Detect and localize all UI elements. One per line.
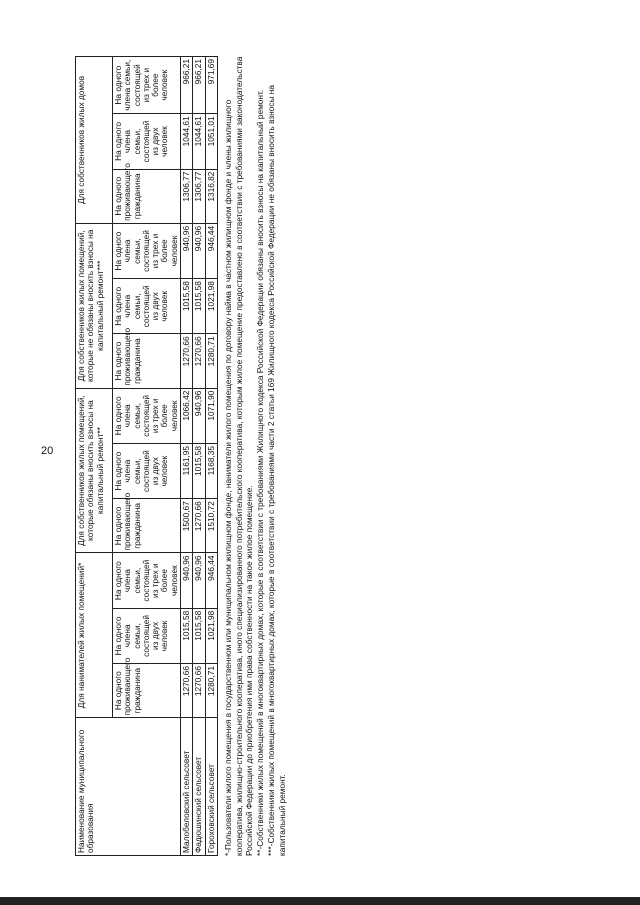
table-cell: 1015,58 bbox=[193, 279, 205, 334]
subheader: На одного члена семьи, состоящей из двух человек bbox=[113, 608, 181, 663]
subheader: На одного члена семьи, состоящей из трех и более человек bbox=[113, 57, 181, 114]
table-cell: 1015,58 bbox=[180, 608, 192, 663]
footnote: *-Пользователи жилого помещения в государственном или муниципальном жилищном фонде, наниматели жилого помещения по договору найма в частном жилищном фонде и члены жилищного кооператива, жилищно-строительного кооператива, иного специализированного потребительского кооператива, которым жилое помещение предоставлено в соответствии с требованиями законодательства Российской Федерации до приобретения ими права собственности на такое жилое помещение. bbox=[222, 56, 255, 856]
table-row bbox=[180, 57, 192, 856]
subheader: На одного члена семьи, состоящей из трех и более человек bbox=[113, 223, 181, 278]
group-header: Для собственников жилых помещений, которые не обязаны вносить взносы на капитальный ремонт*** bbox=[76, 223, 113, 388]
scan-edge-bar bbox=[0, 897, 640, 905]
table-cell: 940,96 bbox=[193, 553, 205, 608]
table-cell: 1044,61 bbox=[193, 114, 205, 169]
table-cell: 1270,66 bbox=[193, 334, 205, 388]
municipality-name: Гороховский сельсовет bbox=[205, 718, 217, 856]
table-cell: 971,69 bbox=[205, 57, 217, 114]
tariff-table bbox=[75, 56, 218, 856]
footnote: ***-Собственники жилых помещений в многоквартирных домах, которые в соответствии с требованиями части 2 статьи 169 Жилищного кодекса Российской Федерации не обязаны вносить взносы на капитальный ремонт. bbox=[265, 85, 287, 856]
group-header: Для собственников жилых домов bbox=[76, 57, 113, 224]
table-cell: 946,44 bbox=[205, 223, 217, 278]
header-municipality: Наименование муниципального образования bbox=[76, 718, 181, 856]
municipality-name: Фадюшинский сельсовет bbox=[193, 718, 205, 856]
table-cell: 1021,98 bbox=[205, 279, 217, 334]
table-cell: 1044,61 bbox=[180, 114, 192, 169]
table-cell: 1500,67 bbox=[180, 499, 192, 553]
table-cell: 1015,58 bbox=[180, 279, 192, 334]
footnotes bbox=[223, 56, 288, 856]
table-cell: 1161,95 bbox=[180, 443, 192, 498]
subheader: На одного члена семьи, состоящей из трех и более человек bbox=[113, 553, 181, 608]
table-cell: 1280,71 bbox=[205, 334, 217, 388]
table-cell: 1510,72 bbox=[205, 499, 217, 553]
table-cell: 1015,58 bbox=[193, 443, 205, 498]
table-cell: 1066,42 bbox=[180, 388, 192, 443]
table-cell: 966,21 bbox=[193, 57, 205, 114]
table-cell: 1270,66 bbox=[193, 664, 205, 718]
table-cell: 1051,01 bbox=[205, 114, 217, 169]
subheader: На одного проживающего гражданина bbox=[113, 334, 181, 388]
table-cell: 1316,82 bbox=[205, 169, 217, 223]
table-cell: 946,44 bbox=[205, 553, 217, 608]
subheader: На одного члена семьи, состоящей из двух человек bbox=[113, 443, 181, 498]
table-header-row bbox=[76, 57, 113, 856]
table-cell: 940,96 bbox=[193, 223, 205, 278]
table-cell: 1270,66 bbox=[193, 499, 205, 553]
table-cell: 1280,71 bbox=[205, 664, 217, 718]
table-cell: 1306,77 bbox=[193, 169, 205, 223]
table-cell: 940,96 bbox=[193, 388, 205, 443]
rotated-page-content bbox=[75, 56, 290, 856]
group-header: Для собственников жилых помещений, которые обязаны вносить взносы на капитальный ремонт** bbox=[76, 388, 113, 553]
subheader: На одного проживающего гражданина bbox=[113, 169, 181, 223]
table-row bbox=[193, 57, 205, 856]
table-cell: 1168,35 bbox=[205, 443, 217, 498]
page-number: 20 bbox=[41, 445, 54, 457]
subheader: На одного члена семьи, состоящей из трех и более человек bbox=[113, 388, 181, 443]
municipality-name: Малобеловский сельсовет bbox=[180, 718, 192, 856]
table-cell: 1015,58 bbox=[193, 608, 205, 663]
subheader: На одного члена семьи, состоящей из двух человек bbox=[113, 114, 181, 169]
table-cell: 1021,98 bbox=[205, 608, 217, 663]
subheader: На одного проживающего гражданина bbox=[113, 499, 181, 553]
table-row bbox=[205, 57, 217, 856]
table-cell: 940,96 bbox=[180, 223, 192, 278]
table-cell: 940,96 bbox=[180, 553, 192, 608]
table-cell: 1270,66 bbox=[180, 664, 192, 718]
table-cell: 1306,77 bbox=[180, 169, 192, 223]
group-header: Для нанимателей жилых помещений* bbox=[76, 553, 113, 718]
subheader: На одного проживающего гражданина bbox=[113, 664, 181, 718]
table-cell: 966,21 bbox=[180, 57, 192, 114]
subheader: На одного члена семьи, состоящей из двух человек bbox=[113, 279, 181, 334]
footnote: **-Собственники жилых помещений в многоквартирных домах, которые в соответствии с требованиями Жилищного кодекса Российской Федерации обязаны вносить взносы на капитальный ремонт. bbox=[255, 89, 266, 856]
table-cell: 1270,66 bbox=[180, 334, 192, 388]
table-cell: 1071,90 bbox=[205, 388, 217, 443]
